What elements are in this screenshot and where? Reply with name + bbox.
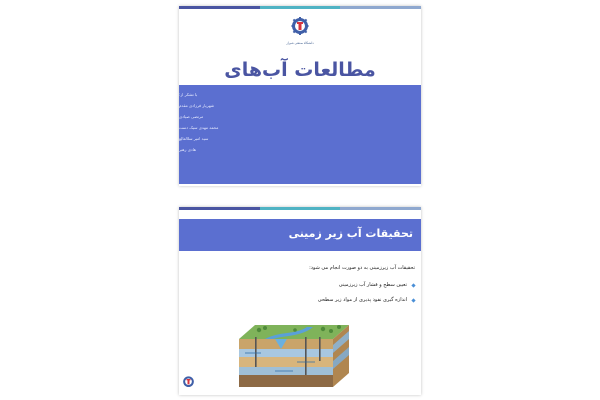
list-item-text: تعیین سطح و فشار آب زیرزمینی	[338, 282, 407, 288]
author-line: هادی رهبر	[179, 147, 196, 152]
slide-2[interactable]	[179, 207, 421, 395]
author-line: سید امیر سلالعالع	[179, 136, 209, 141]
title-band	[179, 219, 421, 251]
university-logo-icon	[291, 16, 309, 40]
author-line: شهریار فرزادی مقدم	[179, 103, 215, 108]
list-item-text: اندازه گیری نفوذ پذیری از مواد زیر سطحی	[317, 297, 407, 303]
slide-1[interactable]	[179, 6, 421, 186]
authors-panel	[179, 85, 421, 184]
bullet-list	[318, 278, 415, 308]
slide-2-title: تحقیقات آب زیر زمینی	[288, 227, 413, 240]
author-line: مرتضی صیادی	[179, 114, 204, 119]
university-logo-icon	[182, 375, 195, 391]
list-item	[318, 278, 415, 293]
intro-text: تحقیقات آب زیرزمینی به دو صورت انجام می شود:	[309, 265, 415, 271]
list-item	[318, 293, 415, 308]
logo-caption: دانشگاه صنعتی شیراز	[286, 41, 314, 45]
author-line: با تشکر از:	[179, 92, 198, 97]
bullet-diamond-icon	[411, 298, 415, 302]
slide-1-title: مطالعات آب‌های	[224, 59, 376, 81]
slide-top-bar	[179, 207, 421, 210]
slide-top-bar	[179, 6, 421, 9]
bullet-diamond-icon	[411, 283, 415, 287]
groundwater-diagram-image	[235, 317, 353, 389]
author-line: محمد مهدی سیک دست	[179, 125, 219, 130]
